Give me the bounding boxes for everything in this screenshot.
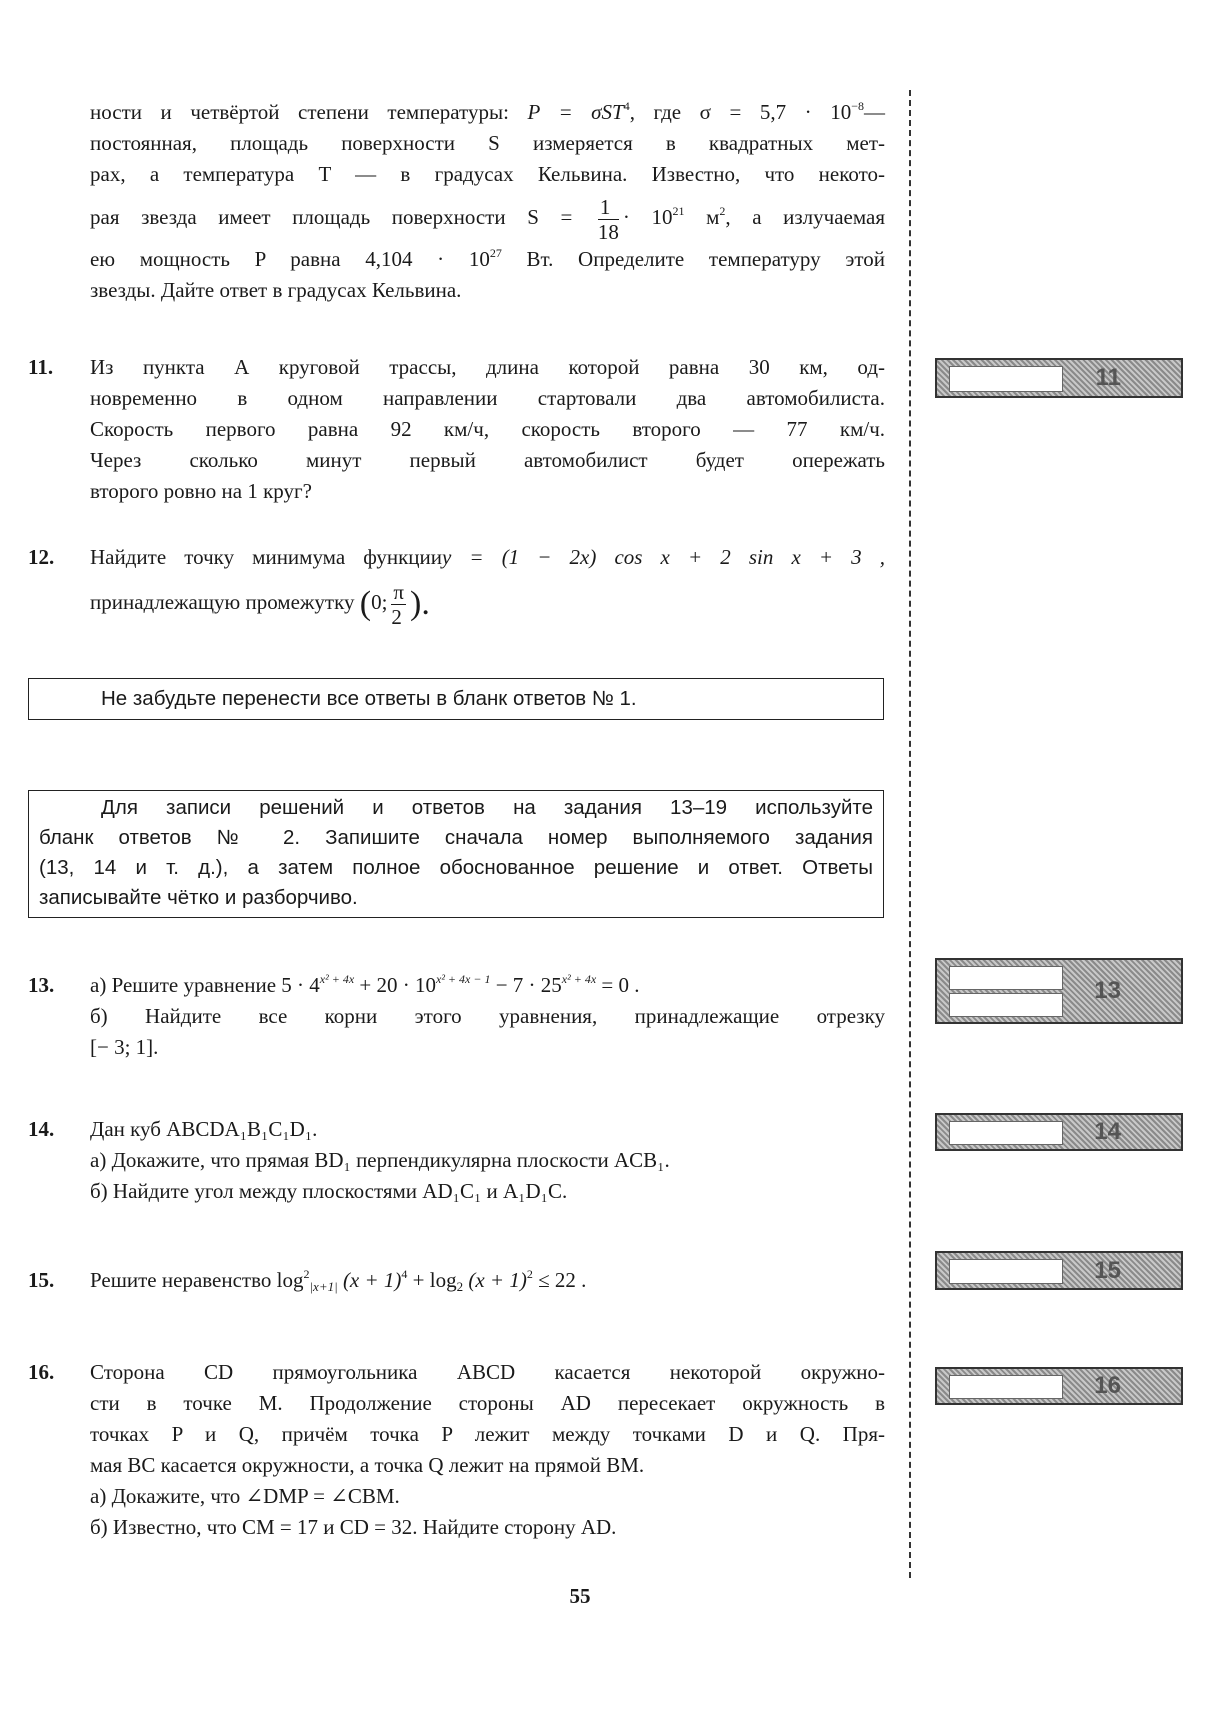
answer-box-label: 14 [1094,1118,1121,1145]
task-15-text: Решите неравенство $\log^2_{|x+1|} (x + 1)^4 + \log_2 (x + 1)^2 \le 22$ . [90,1267,587,1294]
answer-box-16[interactable] [935,1367,1183,1405]
answer-box-11[interactable] [935,358,1183,398]
task-11-text: Из пункта А круговой трассы, длина которой равна 30 км, од- новременно в одном направлении стартовали два автомобилиста. Скорость первого равна 92 км/ч, скорость второго — 77 км/ч. Через сколько минут первый автомобилист будет опережать второго ровно на 1 круг? [90,355,885,503]
answer-box-14[interactable] [935,1113,1183,1151]
answer-box-13[interactable] [935,958,1183,1024]
answer-cell[interactable] [949,1259,1063,1284]
task-10-continuation: ности и четвёртой степени температуры: P = σST$^4$, где $\sigma = 5,7 \cdot 10^{-8}—$ постоянная, площадь поверхности S измеряется в квадратных мет- рах, а температура T — в градусах Кельвина. Известно, что некото- рая звезда имеет площадь поверхности S = $\frac{1}{18}$ · $10^{21}$ $м^2$, а излучаемая ею мощность P равна $4,104 \cdot 10^{27}$ Вт. Определите температуру этой звезды. Дайте ответ в градусах Кельвина. [90,99,885,302]
answer-cell[interactable] [949,1375,1063,1399]
task-number: 12. [28,545,55,569]
task-number: 16. [28,1360,55,1384]
answer-cell[interactable] [949,966,1063,990]
cut-line [909,90,911,1578]
answer-cell[interactable] [949,1121,1063,1145]
task-number: 13. [28,973,55,997]
answer-box-label: 15 [1094,1256,1121,1284]
page-number: 55 [569,1584,591,1608]
fraction: $\frac{1}{18}$ [597,194,619,244]
answer-box-label: 16 [1094,1372,1121,1399]
answer-cell[interactable] [949,366,1063,392]
task-number: 11. [28,355,54,379]
answer-box-15[interactable] [935,1251,1183,1290]
notice-answer-sheet-2: Для записи решений и ответов на задания 13–19 используйте бланк ответов № 2. Запишите сначала номер выполняемого задания (13, 14 и т. д.), а затем полное обоснованное решение и ответ. Ответы записывайте чётко и разборчиво. [28,790,884,918]
task-13-text: а) Решите уравнение $5 \cdot 4^{x^2 + 4x} + 20 \cdot 10^{x^2 + 4x - 1} - 7 \cdot 25^{x^2 + 4x} = 0$ . б) Найдите все корни этого уравнения, принадлежащие отрезку [− 3; 1]. [90,972,885,1059]
task-number: 15. [28,1268,55,1292]
notice-transfer-answers: Не забудьте перенести все ответы в бланк ответов № 1. [28,678,884,720]
answer-box-label: 11 [1095,364,1121,391]
task-16-text: Сторона CD прямоугольника ABCD касается некоторой окружно- сти в точке M. Продолжение стороны AD пересекает окружность в точках P и Q, причём точка P лежит между точками D и Q. Пря- мая BC касается окружности, а точка Q лежит на прямой BM. а) Докажите, что ∠DMP = ∠CBM. б) Известно, что CM = 17 и CD = 32. Найдите сторону AD. [90,1360,885,1539]
task-number: 14. [28,1117,55,1141]
answer-box-label: 13 [1094,977,1121,1004]
task-12-text: Найдите точку минимума функцииy = (1 − 2x) cos x + 2 sin x + 3 , принадлежащую промежутку (0; $\frac{\pi}{2}$ ). [90,545,885,629]
task-14-text: Дан куб ABCDA₁B₁C₁D₁. а) Докажите, что прямая BD₁ перпендикулярна плоскости ACB₁. б) Найдите угол между плоскостями AD₁C₁ и A₁D₁C. [90,1117,670,1203]
answer-cell[interactable] [949,993,1063,1017]
